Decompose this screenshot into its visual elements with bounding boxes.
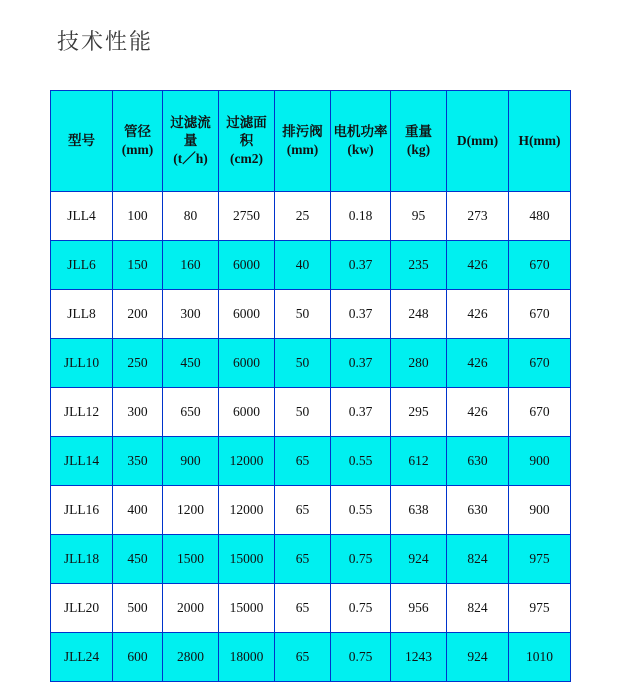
cell-d: 824 (447, 535, 509, 584)
cell-h: 900 (509, 486, 571, 535)
table-row (51, 437, 571, 486)
cell-model: JLL16 (51, 486, 113, 535)
table-header-row (51, 91, 571, 192)
cell-weight: 612 (391, 437, 447, 486)
cell-motor-power: 0.18 (331, 192, 391, 241)
table-row (51, 584, 571, 633)
table-row (51, 339, 571, 388)
cell-motor-power: 0.75 (331, 633, 391, 682)
cell-filter-flow: 650 (163, 388, 219, 437)
page-title: 技术性能 (57, 29, 154, 54)
cell-d: 426 (447, 388, 509, 437)
cell-filter-flow: 1200 (163, 486, 219, 535)
cell-motor-power: 0.75 (331, 584, 391, 633)
cell-weight: 924 (391, 535, 447, 584)
cell-filter-flow: 300 (163, 290, 219, 339)
cell-drain-valve: 50 (275, 388, 331, 437)
cell-drain-valve: 65 (275, 535, 331, 584)
cell-filter-flow: 1500 (163, 535, 219, 584)
cell-drain-valve: 25 (275, 192, 331, 241)
cell-motor-power: 0.37 (331, 388, 391, 437)
column-header-model-main: 型号 (68, 132, 95, 148)
column-header-filter-flow-sub: (t／h) (173, 151, 208, 167)
cell-weight: 1243 (391, 633, 447, 682)
cell-filter-flow: 2800 (163, 633, 219, 682)
cell-pipe-diameter: 600 (113, 633, 163, 682)
cell-motor-power: 0.75 (331, 535, 391, 584)
table-row (51, 633, 571, 682)
cell-model: JLL18 (51, 535, 113, 584)
cell-pipe-diameter: 200 (113, 290, 163, 339)
cell-model: JLL12 (51, 388, 113, 437)
column-header-filter-area (219, 91, 275, 192)
cell-filter-flow: 80 (163, 192, 219, 241)
column-header-pipe-diameter-sub: (mm) (121, 142, 154, 157)
cell-h: 480 (509, 192, 571, 241)
cell-drain-valve: 65 (275, 633, 331, 682)
cell-h: 900 (509, 437, 571, 486)
cell-h: 670 (509, 290, 571, 339)
cell-pipe-diameter: 150 (113, 241, 163, 290)
cell-d: 630 (447, 437, 509, 486)
cell-h: 1010 (509, 633, 571, 682)
column-header-d-main: D(mm) (456, 132, 499, 148)
column-header-filter-flow (163, 91, 219, 192)
table-row (51, 535, 571, 584)
cell-filter-area: 15000 (219, 584, 275, 633)
cell-model: JLL24 (51, 633, 113, 682)
cell-weight: 280 (391, 339, 447, 388)
cell-motor-power: 0.37 (331, 241, 391, 290)
cell-model: JLL6 (51, 241, 113, 290)
cell-filter-flow: 450 (163, 339, 219, 388)
cell-drain-valve: 65 (275, 486, 331, 535)
column-header-model (51, 91, 113, 192)
cell-h: 975 (509, 584, 571, 633)
cell-drain-valve: 50 (275, 339, 331, 388)
column-header-drain-valve-main: 排污阀 (282, 123, 323, 139)
cell-pipe-diameter: 350 (113, 437, 163, 486)
cell-d: 426 (447, 339, 509, 388)
column-header-weight-main: 重量 (405, 123, 432, 139)
cell-filter-area: 6000 (219, 290, 275, 339)
cell-h: 670 (509, 241, 571, 290)
cell-filter-flow: 2000 (163, 584, 219, 633)
cell-filter-area: 18000 (219, 633, 275, 682)
cell-drain-valve: 65 (275, 437, 331, 486)
cell-d: 426 (447, 290, 509, 339)
cell-drain-valve: 40 (275, 241, 331, 290)
table-body (51, 192, 571, 682)
cell-filter-area: 2750 (219, 192, 275, 241)
cell-h: 670 (509, 339, 571, 388)
column-header-motor-power (331, 91, 391, 192)
column-header-drain-valve (275, 91, 331, 192)
technical-specification-table (50, 90, 571, 682)
cell-pipe-diameter: 400 (113, 486, 163, 535)
cell-weight: 95 (391, 192, 447, 241)
cell-motor-power: 0.55 (331, 437, 391, 486)
column-header-h (509, 91, 571, 192)
cell-d: 273 (447, 192, 509, 241)
column-header-pipe-diameter-main: 管径 (124, 123, 151, 139)
cell-d: 824 (447, 584, 509, 633)
table-row (51, 388, 571, 437)
cell-pipe-diameter: 100 (113, 192, 163, 241)
cell-d: 426 (447, 241, 509, 290)
spec-table-container (50, 90, 570, 682)
cell-pipe-diameter: 450 (113, 535, 163, 584)
cell-model: JLL8 (51, 290, 113, 339)
cell-model: JLL14 (51, 437, 113, 486)
cell-weight: 956 (391, 584, 447, 633)
cell-filter-area: 6000 (219, 339, 275, 388)
cell-h: 975 (509, 535, 571, 584)
column-header-weight (391, 91, 447, 192)
column-header-motor-power-main: 电机功率 (333, 123, 388, 139)
cell-weight: 235 (391, 241, 447, 290)
cell-filter-area: 12000 (219, 486, 275, 535)
cell-pipe-diameter: 250 (113, 339, 163, 388)
cell-pipe-diameter: 300 (113, 388, 163, 437)
cell-pipe-diameter: 500 (113, 584, 163, 633)
cell-drain-valve: 50 (275, 290, 331, 339)
cell-h: 670 (509, 388, 571, 437)
table-row (51, 486, 571, 535)
cell-filter-flow: 160 (163, 241, 219, 290)
table-row (51, 192, 571, 241)
column-header-pipe-diameter (113, 91, 163, 192)
cell-motor-power: 0.55 (331, 486, 391, 535)
table-row (51, 290, 571, 339)
cell-d: 630 (447, 486, 509, 535)
cell-drain-valve: 65 (275, 584, 331, 633)
cell-weight: 638 (391, 486, 447, 535)
column-header-drain-valve-sub: (mm) (286, 142, 319, 157)
cell-weight: 248 (391, 290, 447, 339)
cell-weight: 295 (391, 388, 447, 437)
cell-motor-power: 0.37 (331, 290, 391, 339)
column-header-filter-area-main: 过滤面积 (226, 114, 267, 148)
table-row (51, 241, 571, 290)
cell-motor-power: 0.37 (331, 339, 391, 388)
table-header (51, 91, 571, 192)
column-header-motor-power-sub: (kw) (347, 142, 374, 157)
column-header-h-main: H(mm) (518, 132, 561, 148)
cell-filter-flow: 900 (163, 437, 219, 486)
cell-d: 924 (447, 633, 509, 682)
column-header-weight-sub: (kg) (406, 142, 431, 157)
cell-model: JLL4 (51, 192, 113, 241)
cell-model: JLL10 (51, 339, 113, 388)
column-header-filter-flow-main: 过滤流量 (170, 114, 211, 148)
cell-filter-area: 12000 (219, 437, 275, 486)
column-header-d (447, 91, 509, 192)
column-header-filter-area-sub: (cm2) (230, 151, 263, 167)
cell-model: JLL20 (51, 584, 113, 633)
cell-filter-area: 15000 (219, 535, 275, 584)
cell-filter-area: 6000 (219, 241, 275, 290)
cell-filter-area: 6000 (219, 388, 275, 437)
